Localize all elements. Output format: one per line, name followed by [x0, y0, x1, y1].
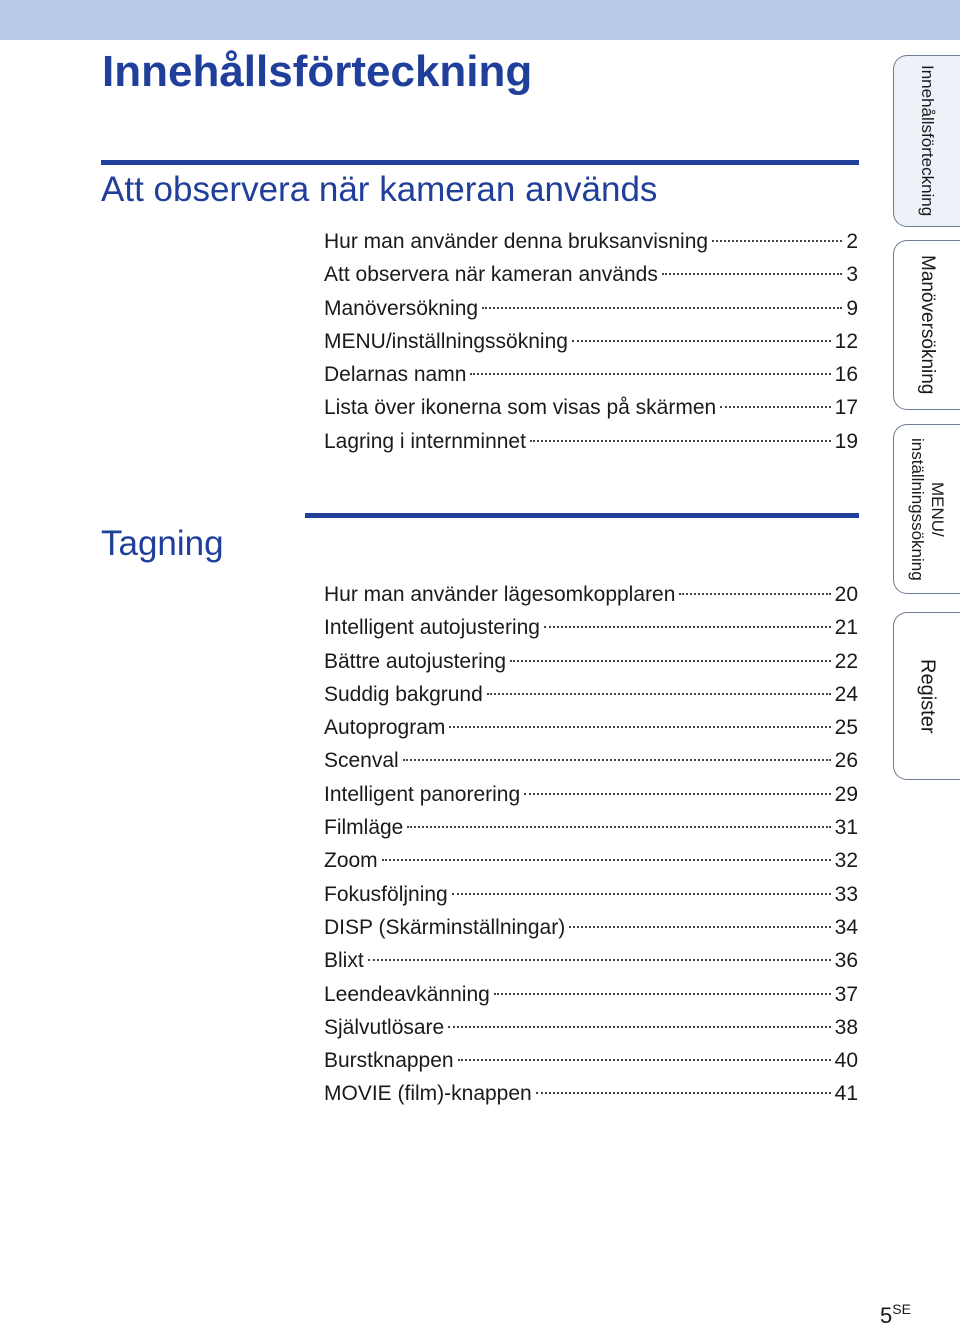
toc-item[interactable]	[324, 611, 858, 644]
dot-leader	[720, 406, 830, 408]
toc-item[interactable]	[324, 711, 858, 744]
toc-item[interactable]	[324, 425, 858, 458]
dot-leader	[662, 273, 842, 275]
dot-leader	[524, 793, 831, 795]
toc-list	[324, 578, 858, 1111]
toc-item-page: 37	[834, 982, 858, 1006]
toc-item[interactable]	[324, 878, 858, 911]
toc-item-page: 38	[834, 1015, 858, 1039]
toc-item-page: 26	[834, 749, 858, 773]
dot-leader	[458, 1059, 831, 1061]
dot-leader	[448, 1026, 830, 1028]
toc-item-label: DISP (Skärminställningar)	[324, 915, 566, 939]
toc-item-page: 17	[834, 396, 858, 420]
dot-leader	[712, 240, 842, 242]
dot-leader	[403, 759, 831, 761]
toc-item[interactable]	[324, 358, 858, 391]
toc-item-page: 36	[834, 949, 858, 973]
dot-leader	[536, 1092, 831, 1094]
dot-leader	[572, 340, 831, 342]
toc-item-label: Filmläge	[324, 816, 404, 840]
toc-list	[324, 225, 858, 458]
section-rule	[101, 160, 859, 165]
toc-item[interactable]	[324, 744, 858, 777]
tab-index[interactable]	[893, 612, 960, 780]
dot-leader	[452, 893, 831, 895]
dot-leader	[470, 373, 830, 375]
section-rule	[305, 513, 859, 518]
toc-item[interactable]	[324, 225, 858, 258]
tab-index-label: Register	[916, 658, 939, 734]
toc-item-page: 12	[834, 329, 858, 353]
tab-contents[interactable]	[893, 55, 960, 227]
dot-leader	[494, 993, 831, 995]
toc-item-label: Lagring i internminnet	[324, 429, 526, 453]
toc-item-label: Bättre autojustering	[324, 649, 507, 673]
toc-item-page: 24	[834, 682, 858, 706]
tab-operation-search[interactable]	[893, 240, 960, 410]
header-band	[0, 0, 960, 40]
toc-item-page: 33	[834, 882, 858, 906]
toc-item-page: 16	[834, 363, 858, 387]
toc-item-page: 21	[834, 616, 858, 640]
toc-item[interactable]	[324, 292, 858, 325]
tab-menu-line2: inställningssökning	[908, 437, 927, 581]
toc-item-label: Manöversökning	[324, 296, 479, 320]
toc-item-page: 25	[834, 716, 858, 740]
tab-menu-settings-search-label	[907, 438, 947, 581]
dot-leader	[569, 926, 830, 928]
toc-item-label: Lista över ikonerna som visas på skärmen	[324, 396, 717, 420]
dot-leader	[382, 859, 831, 861]
dot-leader	[530, 440, 831, 442]
tab-menu-settings-search[interactable]	[893, 424, 960, 594]
dot-leader	[368, 959, 831, 961]
page-number-value: 5	[880, 1303, 893, 1328]
toc-item-page: 32	[834, 849, 858, 873]
dot-leader	[487, 693, 831, 695]
section-heading: Att observera när kameran används	[101, 170, 658, 209]
page-number	[880, 1296, 911, 1329]
toc-item-page: 29	[834, 782, 858, 806]
dot-leader	[679, 593, 830, 595]
toc-item[interactable]	[324, 645, 858, 678]
toc-item-label: Hur man använder lägesomkopplaren	[324, 583, 676, 606]
toc-item-label: Suddig bakgrund	[324, 682, 483, 706]
page-number-suffix: SE	[892, 1301, 911, 1317]
toc-item-page: 22	[834, 649, 858, 673]
toc-item[interactable]	[324, 325, 858, 358]
toc-item-label: Blixt	[324, 949, 364, 973]
toc-item-label: Delarnas namn	[324, 363, 467, 387]
page-title: Innehållsförteckning	[102, 47, 533, 96]
toc-item-label: Intelligent panorering	[324, 782, 521, 806]
dot-leader	[510, 660, 831, 662]
toc-item-page: 20	[834, 583, 858, 606]
toc-item[interactable]	[324, 844, 858, 877]
toc-item-label: MENU/inställningssökning	[324, 329, 568, 353]
section-heading: Tagning	[101, 524, 224, 563]
toc-item-page: 34	[834, 915, 858, 939]
toc-item[interactable]	[324, 578, 858, 611]
toc-item-page: 9	[846, 296, 858, 320]
toc-item-label: Hur man använder denna bruksanvisning	[324, 230, 709, 253]
tab-contents-label: Innehållsförteckning	[918, 65, 937, 217]
toc-item[interactable]	[324, 1044, 858, 1077]
toc-item-label: Fokusföljning	[324, 882, 448, 906]
dot-leader	[449, 726, 830, 728]
toc-item-label: MOVIE (film)-knappen	[324, 1082, 532, 1106]
toc-item-page: 2	[846, 230, 858, 253]
toc-item-page: 19	[834, 429, 858, 453]
toc-item[interactable]	[324, 911, 858, 944]
toc-item[interactable]	[324, 391, 858, 424]
toc-item[interactable]	[324, 978, 858, 1011]
toc-item-label: Att observera när kameran används	[324, 263, 658, 287]
toc-item-page: 41	[834, 1082, 858, 1106]
toc-item-label: Scenval	[324, 749, 399, 773]
toc-item[interactable]	[324, 1011, 858, 1044]
dot-leader	[407, 826, 830, 828]
toc-item-page: 40	[834, 1049, 858, 1073]
toc-item[interactable]	[324, 811, 858, 844]
toc-item-label: Autoprogram	[324, 716, 446, 740]
tab-operation-search-label: Manöversökning	[917, 255, 938, 395]
tab-menu-line1: MENU/	[928, 481, 947, 537]
dot-leader	[482, 307, 842, 309]
toc-item[interactable]	[324, 778, 858, 811]
toc-item[interactable]	[324, 944, 858, 977]
toc-item[interactable]	[324, 258, 858, 291]
toc-item-label: Intelligent autojustering	[324, 616, 540, 640]
toc-item-page: 3	[846, 263, 858, 287]
toc-item[interactable]	[324, 1077, 858, 1110]
toc-item[interactable]	[324, 678, 858, 711]
toc-item-label: Leendeavkänning	[324, 982, 490, 1006]
toc-item-label: Zoom	[324, 849, 378, 873]
toc-item-label: Självutlösare	[324, 1015, 445, 1039]
toc-item-label: Burstknappen	[324, 1049, 454, 1073]
dot-leader	[544, 626, 831, 628]
toc-item-page: 31	[834, 816, 858, 840]
